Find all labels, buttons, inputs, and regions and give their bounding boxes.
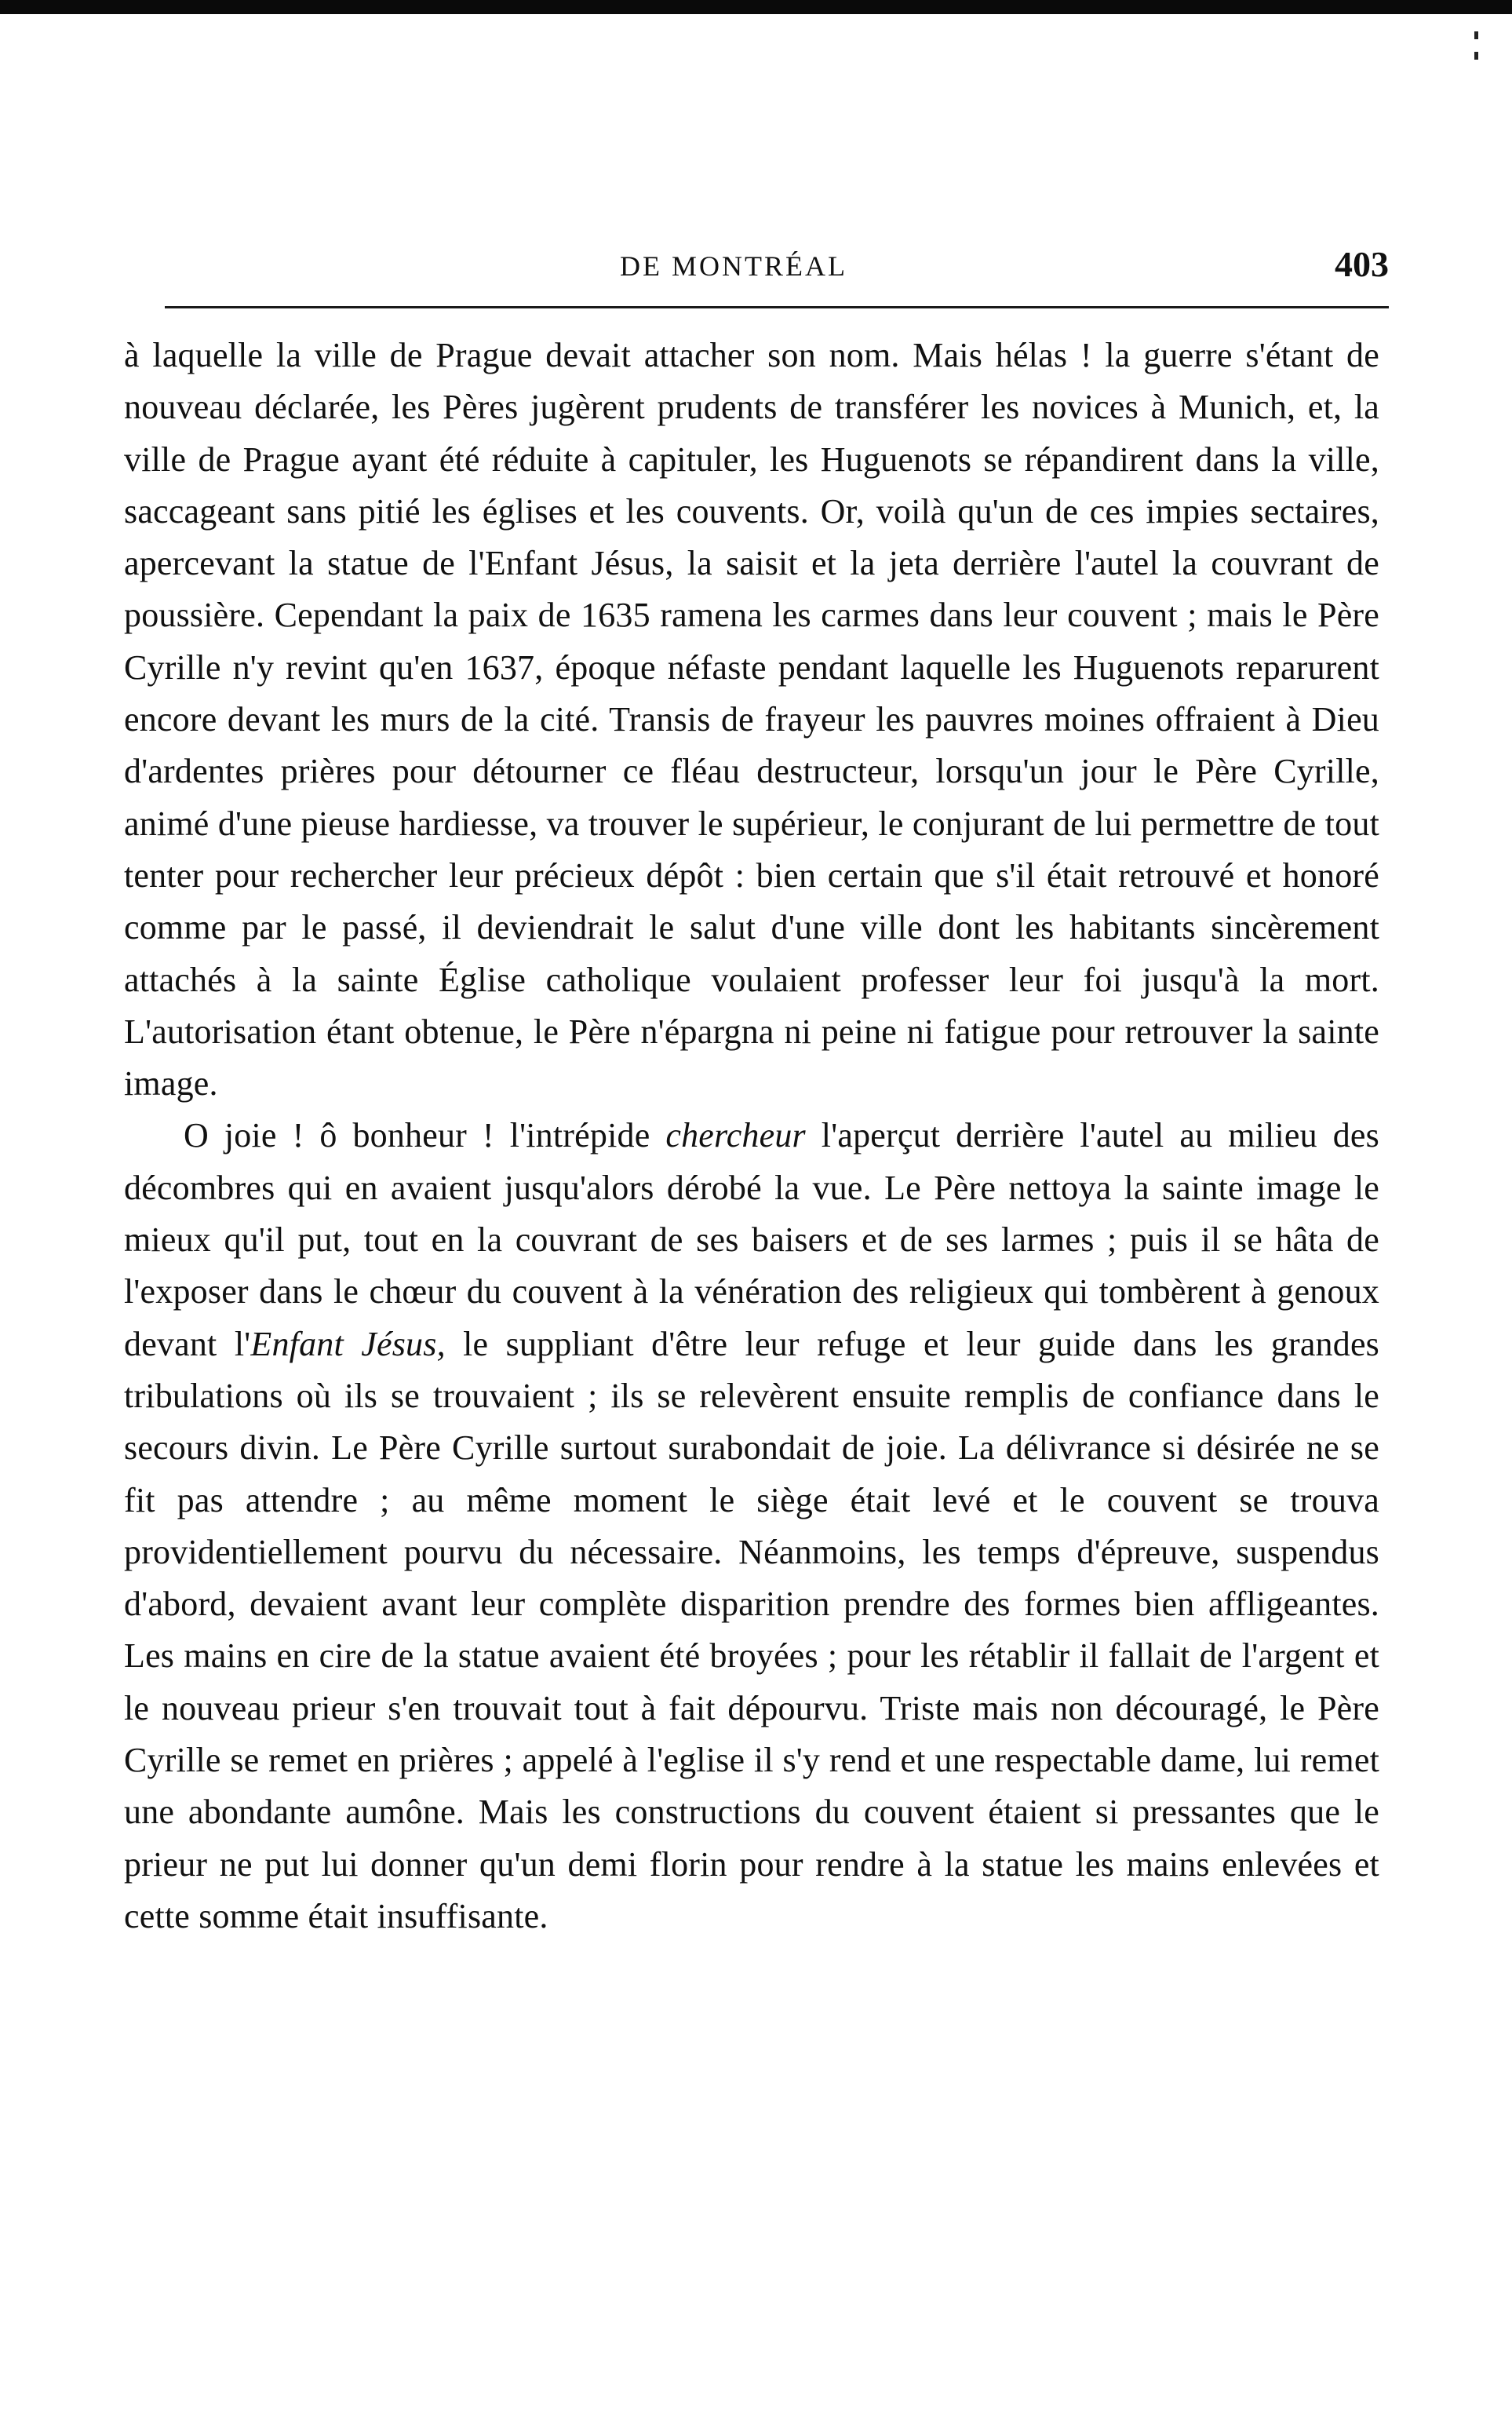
text-run: le suppliant d'être leur refuge et leur guide dans les grandes tribulations où ils se trouvaient ; ils se relevèrent ensuite remplis de confiance dans le secours divin. Le Père Cyrille surtout surabondait de joie. La délivrance si désirée ne se fit pas attendre ; au même moment le siège était levé et le couvent se trouva providentiellement pourvu du nécessaire. Néanmoins, les temps d'épreuve, suspendus d'abord, devaient avant leur complète disparition prendre des formes bien affligeantes. Les mains en cire de la statue avaient été broyées ; pour les rétablir il fallait de l'argent et le nouveau prieur s'en trouvait tout à fait dépourvu. Triste mais non découragé, le Père Cyrille se remet en prières ; appelé à l'eglise il s'y rend et une respectable dame, lui remet une abondante aumône. Mais les constructions du couvent étaient si pressantes que le prieur ne put lui donner qu'un demi florin pour rendre à la statue les mains enlevées et cette somme était insuffisante. bbox=[124, 1324, 1379, 1935]
italic-text-run: Enfant Jésus, bbox=[250, 1324, 446, 1363]
italic-text-run: chercheur bbox=[665, 1116, 806, 1155]
text-run: à laquelle la ville de Prague devait attacher son nom. Mais hélas ! la guerre s'étant de nouveau déclarée, les Pères jugèrent prudents de transférer les novices à Munich, et, la ville de Prague ayant été réduite à capituler, les Huguenots se répandirent dans la ville, saccageant sans pitié les églises et les couvents. Or, voilà qu'un de ces impies sectaires, apercevant la statue de l'Enfant Jésus, la saisit et la jeta derrière l'autel la couvrant de poussière. Cependant la paix de 1635 ramena les carmes dans leur couvent ; mais le Père Cyrille n'y revint qu'en 1637, époque néfaste pendant laquelle les Huguenots reparurent encore devant les murs de la cité. Transis de frayeur les pauvres moines offraient à Dieu d'ardentes prières pour détourner ce fléau destructeur, lorsqu'un jour le Père Cyrille, animé d'une pieuse hardiesse, va trouver le supérieur, le conjurant de lui permettre de tout tenter pour rechercher leur précieux dépôt : bien certain que s'il était retrouvé et honoré comme par le passé, il deviendrait le salut d'une ville dont les habitants sincèrement attachés à la sainte Église catholique voulaient professer leur foi jusqu'à la mort. L'autorisation étant obtenue, le Père n'épargna ni peine ni fatigue pour retrouver la sainte image. bbox=[124, 336, 1379, 1103]
scan-specks bbox=[1474, 31, 1481, 63]
running-title: DE MONTRÉAL bbox=[620, 250, 847, 282]
page-header bbox=[165, 235, 1389, 298]
header-rule bbox=[165, 306, 1389, 308]
text-run: l'aperçut derrière l'autel au milieu des décombres qui en avaient jusqu'alors dérobé la vue. Le Père nettoya la sainte image le mieux qu'il put, tout en la couvrant de ses baisers et de ses larmes ; puis il se hâta de l'exposer dans le chœur du couvent à la vénération des religieux qui tombèrent à genoux devant l' bbox=[124, 1116, 1379, 1363]
scan-border bbox=[0, 0, 1512, 14]
paragraph-2 bbox=[124, 1110, 1379, 1942]
paragraph-1 bbox=[124, 330, 1379, 1110]
body-text bbox=[124, 330, 1379, 1942]
page-number: 403 bbox=[1335, 244, 1389, 284]
text-run: O joie ! ô bonheur ! l'intrépide bbox=[184, 1116, 666, 1155]
